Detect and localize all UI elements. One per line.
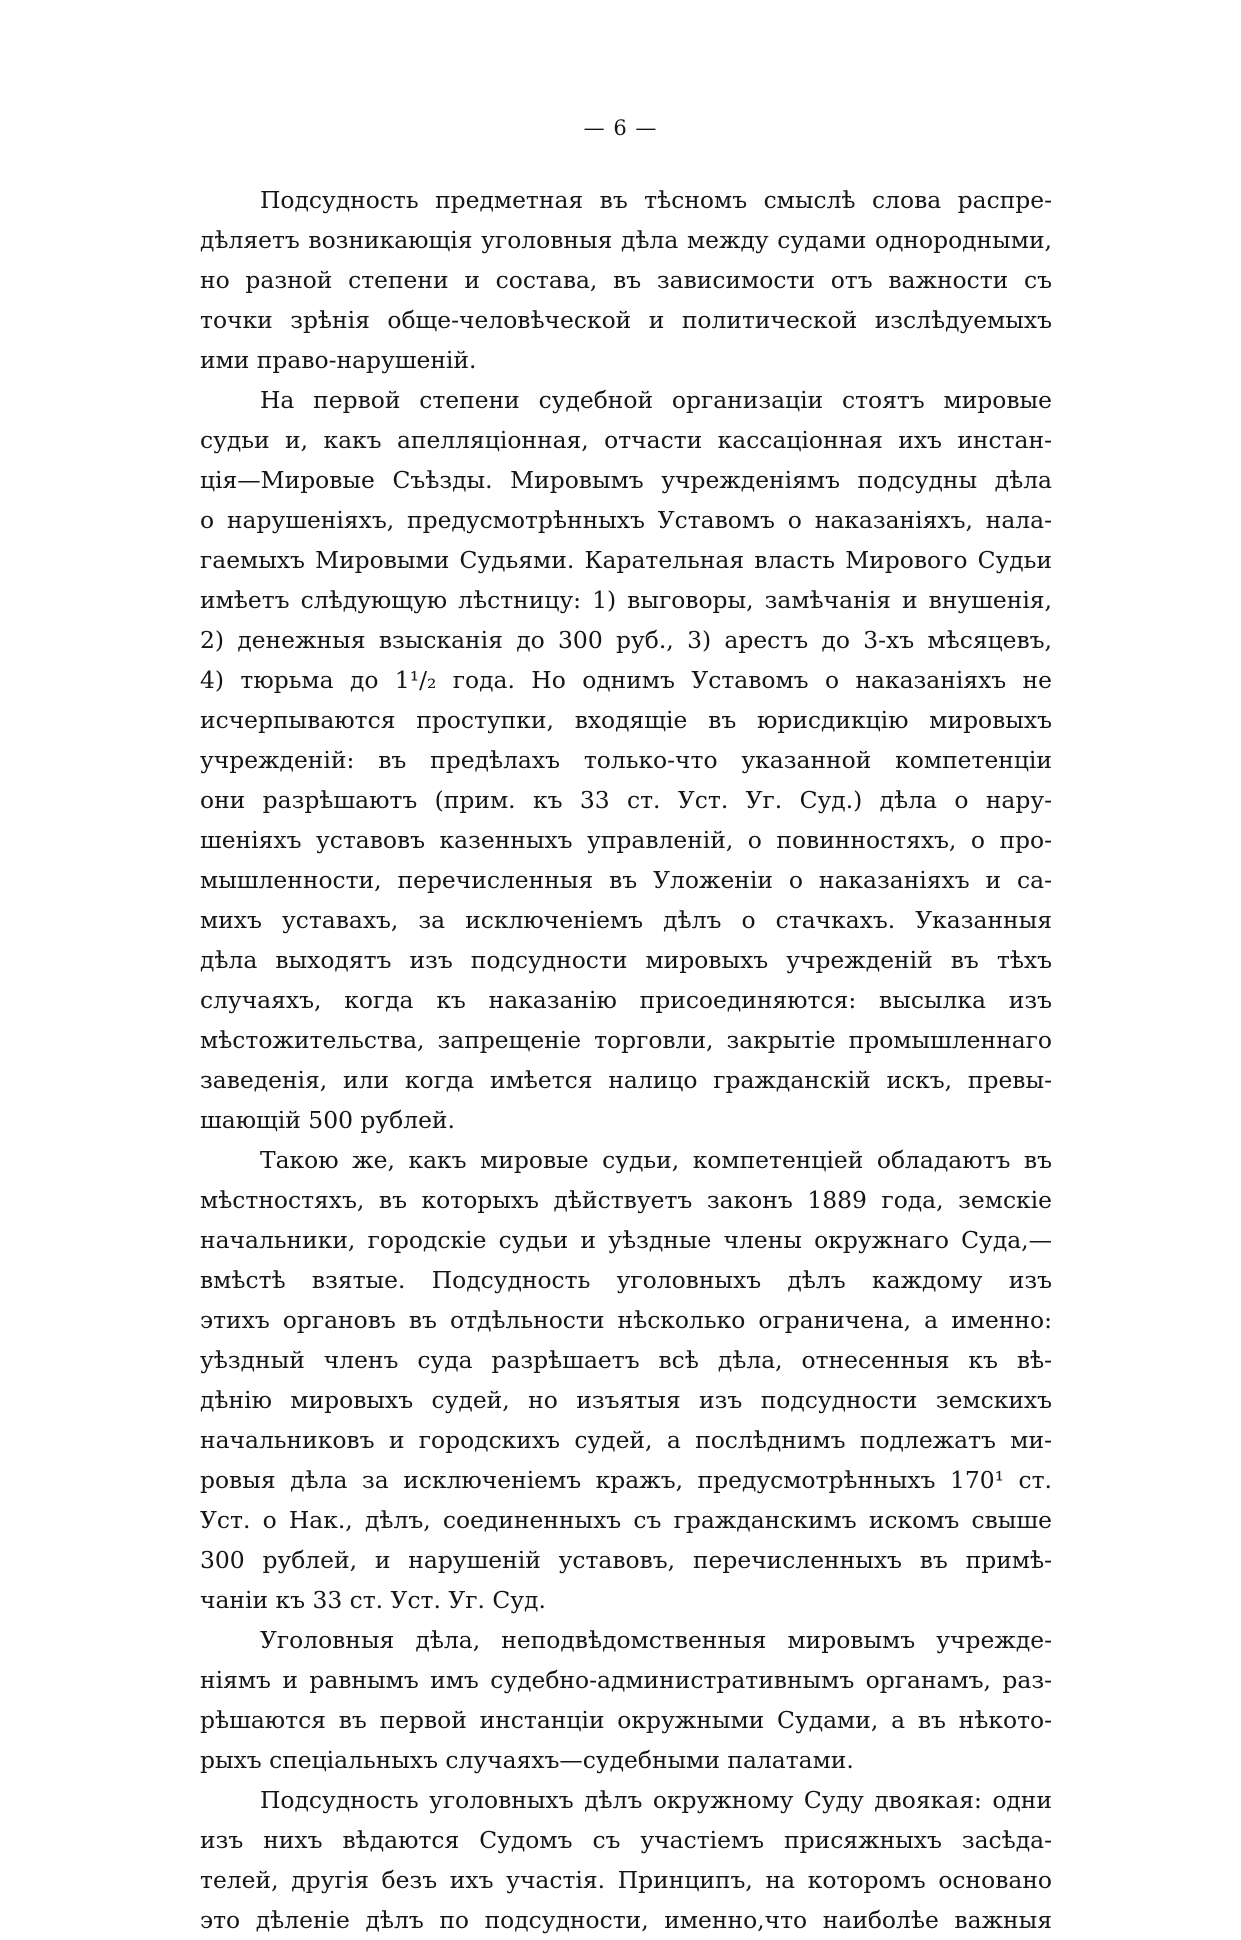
- text-line: мышленности, перечисленныя въ Уложеніи о наказаніяхъ и са-: [200, 866, 1052, 894]
- text-line: 300 рублей, и нарушеній уставовъ, перечисленныхъ въ примѣ-: [200, 1546, 1052, 1574]
- text-line: начальники, городскіе судьи и уѣздные члены окружнаго Суда,—: [200, 1226, 1052, 1254]
- text-line: мѣстожительства, запрещеніе торговли, закрытіе промышленнаго: [200, 1026, 1052, 1054]
- text-line: изъ нихъ вѣдаются Судомъ съ участіемъ присяжныхъ засѣда-: [200, 1826, 1052, 1854]
- text-line: случаяхъ, когда къ наказанію присоединяются: высылка изъ: [200, 986, 1052, 1014]
- text-line: Подсудность уголовныхъ дѣлъ окружному Суду двоякая: одни: [260, 1786, 1052, 1814]
- text-line: дѣла выходятъ изъ подсудности мировыхъ учрежденій въ тѣхъ: [200, 946, 1052, 974]
- text-line: дѣнію мировыхъ судей, но изъятыя изъ подсудности земскихъ: [200, 1386, 1052, 1414]
- paragraph: [200, 180, 1052, 380]
- text-line: Такою же, какъ мировые судьи, компетенціей обладаютъ въ: [260, 1146, 1052, 1174]
- text-line: точки зрѣнія обще-человѣческой и политической изслѣдуемыхъ: [200, 306, 1052, 334]
- text-line: уѣздный членъ суда разрѣшаетъ всѣ дѣла, отнесенныя къ вѣ-: [200, 1346, 1052, 1374]
- paragraph: [200, 1620, 1052, 1780]
- text-line: Уголовныя дѣла, неподвѣдомственныя мировымъ учрежде-: [260, 1626, 1052, 1654]
- text-line: Подсудность предметная въ тѣсномъ смыслѣ слова распре-: [260, 186, 1052, 214]
- text-line: рыхъ спеціальныхъ случаяхъ—судебными палатами.: [200, 1746, 854, 1774]
- text-line: о нарушеніяхъ, предусмотрѣнныхъ Уставомъ о наказаніяхъ, нала-: [200, 506, 1052, 534]
- text-line: дѣляетъ возникающія уголовныя дѣла между судами однородными,: [200, 226, 1052, 254]
- text-line: На первой степени судебной организаціи стоятъ мировые: [260, 386, 1052, 414]
- text-line: 4) тюрьма до 1¹/₂ года. Но однимъ Уставомъ о наказаніяхъ не: [200, 666, 1052, 694]
- text-line: шающій 500 рублей.: [200, 1106, 455, 1134]
- text-line: исчерпываются проступки, входящіе въ юрисдикцію мировыхъ: [200, 706, 1052, 734]
- text-line: ровыя дѣла за исключеніемъ кражъ, предусмотрѣнныхъ 170¹ ст.: [200, 1466, 1052, 1494]
- text-line: 2) денежныя взысканія до 300 руб., 3) арестъ до 3-хъ мѣсяцевъ,: [200, 626, 1052, 654]
- text-line: чаніи къ 33 ст. Уст. Уг. Суд.: [200, 1586, 546, 1614]
- text-line: ими право-нарушеній.: [200, 346, 477, 374]
- page-number: — 6 —: [583, 116, 658, 140]
- paragraph: [200, 1140, 1052, 1620]
- text-line: Уст. о Нак., дѣлъ, соединенныхъ съ гражданскимъ искомъ свыше: [200, 1506, 1052, 1534]
- text-line: судьи и, какъ апелляціонная, отчасти кассаціонная ихъ инстан-: [200, 426, 1052, 454]
- paragraph: [200, 1780, 1052, 1940]
- text-line: но разной степени и состава, въ зависимости отъ важности съ: [200, 266, 1052, 294]
- text-line: учрежденій: въ предѣлахъ только-что указанной компетенціи: [200, 746, 1052, 774]
- text-line: они разрѣшаютъ (прим. къ 33 ст. Уст. Уг. Суд.) дѣла о нару-: [200, 786, 1052, 814]
- text-line: телей, другія безъ ихъ участія. Принципъ, на которомъ основано: [200, 1866, 1052, 1894]
- text-line: это дѣленіе дѣлъ по подсудности, именно,что наиболѣе важныя: [200, 1906, 1052, 1934]
- body-text: [200, 180, 1052, 1940]
- text-line: начальниковъ и городскихъ судей, а послѣднимъ подлежатъ ми-: [200, 1426, 1052, 1454]
- text-line: этихъ органовъ въ отдѣльности нѣсколько ограничена, а именно:: [200, 1306, 1052, 1334]
- text-line: мѣстностяхъ, въ которыхъ дѣйствуетъ законъ 1889 года, земскіе: [200, 1186, 1052, 1214]
- text-line: имѣетъ слѣдующую лѣстницу: 1) выговоры, замѣчанія и внушенія,: [200, 586, 1052, 614]
- text-line: рѣшаются въ первой инстанціи окружными Судами, а въ нѣкото-: [200, 1706, 1052, 1734]
- text-line: вмѣстѣ взятые. Подсудность уголовныхъ дѣлъ каждому изъ: [200, 1266, 1052, 1294]
- text-line: шеніяхъ уставовъ казенныхъ управленій, о повинностяхъ, о про-: [200, 826, 1052, 854]
- text-line: ніямъ и равнымъ имъ судебно-административнымъ органамъ, раз-: [200, 1666, 1052, 1694]
- text-line: михъ уставахъ, за исключеніемъ дѣлъ о стачкахъ. Указанныя: [200, 906, 1052, 934]
- text-line: ція—Мировые Съѣзды. Мировымъ учрежденіямъ подсудны дѣла: [200, 466, 1052, 494]
- paragraph: [200, 380, 1052, 1140]
- text-line: гаемыхъ Мировыми Судьями. Карательная власть Мирового Судьи: [200, 546, 1052, 574]
- text-line: заведенія, или когда имѣется налицо гражданскій искъ, превы-: [200, 1066, 1052, 1094]
